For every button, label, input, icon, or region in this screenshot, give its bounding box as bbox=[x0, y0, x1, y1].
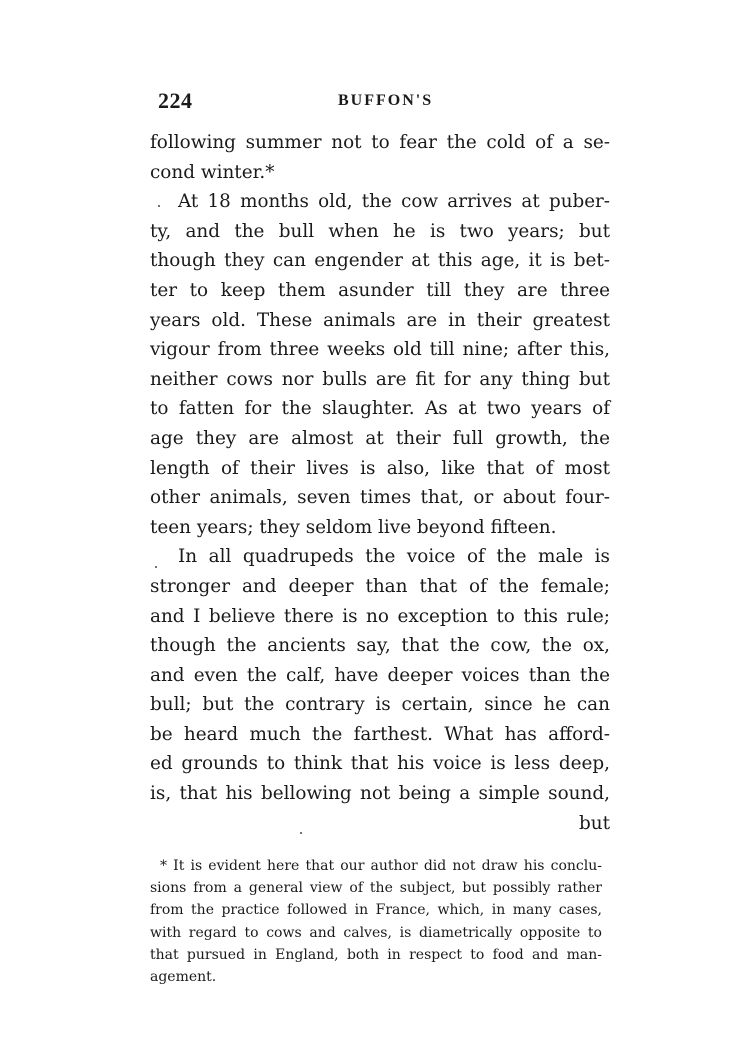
text-line: ed grounds to think that his voice is less deep, bbox=[150, 753, 610, 775]
footnote-line: * It is evident here that our author did not draw his conclu- bbox=[160, 858, 602, 874]
footnote-line: sions from a general view of the subject, but possibly rather bbox=[150, 880, 602, 897]
text-line: stronger and deeper than that of the female; bbox=[150, 575, 610, 597]
text-line: cond winter.* bbox=[150, 161, 275, 183]
text-line: bull; but the contrary is certain, since he can bbox=[150, 694, 610, 716]
text-line: to fatten for the slaughter. As at two years of bbox=[150, 398, 610, 420]
paragraph-first-line: At 18 months old, the cow arrives at puber- bbox=[178, 191, 610, 213]
print-speck bbox=[158, 205, 160, 207]
footnote-line: agement. bbox=[150, 968, 217, 985]
text-line: other animals, seven times that, or about four- bbox=[150, 487, 610, 509]
footnote-line: with regard to cows and calves, is diametrically opposite to bbox=[150, 924, 602, 941]
print-speck bbox=[155, 566, 157, 568]
text-line: though the ancients say, that the cow, the ox, bbox=[150, 635, 610, 657]
page-number: 224 bbox=[158, 88, 193, 113]
text-line: neither cows nor bulls are fit for any thing but bbox=[150, 368, 610, 390]
footnote-line: from the practice followed in France, which, in many cases, bbox=[150, 902, 602, 919]
running-title: BUFFON'S bbox=[338, 92, 434, 109]
text-line: and I believe there is no exception to this rule; bbox=[150, 605, 610, 627]
print-speck bbox=[300, 832, 302, 834]
text-line: though they can engender at this age, it is bet- bbox=[150, 250, 610, 272]
catchword: but bbox=[578, 812, 610, 834]
text-line: ter to keep them asunder till they are three bbox=[150, 279, 610, 301]
paragraph-first-line: In all quadrupeds the voice of the male is bbox=[178, 546, 610, 568]
footnote-line: that pursued in England, both in respect to food and man- bbox=[150, 946, 602, 963]
text-line: vigour from three weeks old till nine; after this, bbox=[150, 339, 610, 361]
text-line: length of their lives is also, like that of most bbox=[150, 457, 610, 479]
text-line: is, that his bellowing not being a simple sound, bbox=[150, 783, 610, 805]
running-head bbox=[158, 88, 606, 118]
footnote bbox=[150, 855, 602, 988]
text-line: age they are almost at their full growth, the bbox=[150, 427, 610, 449]
text-line: and even the calf, have deeper voices than the bbox=[150, 664, 610, 686]
text-line: years old. These animals are in their greatest bbox=[150, 309, 610, 331]
text-line: teen years; they seldom live beyond fifteen. bbox=[150, 516, 557, 538]
text-line: following summer not to fear the cold of a se- bbox=[150, 132, 610, 153]
text-line: ty, and the bull when he is two years; but bbox=[150, 220, 610, 242]
text-line: be heard much the farthest. What has afford- bbox=[150, 723, 610, 745]
body-text bbox=[150, 128, 610, 838]
